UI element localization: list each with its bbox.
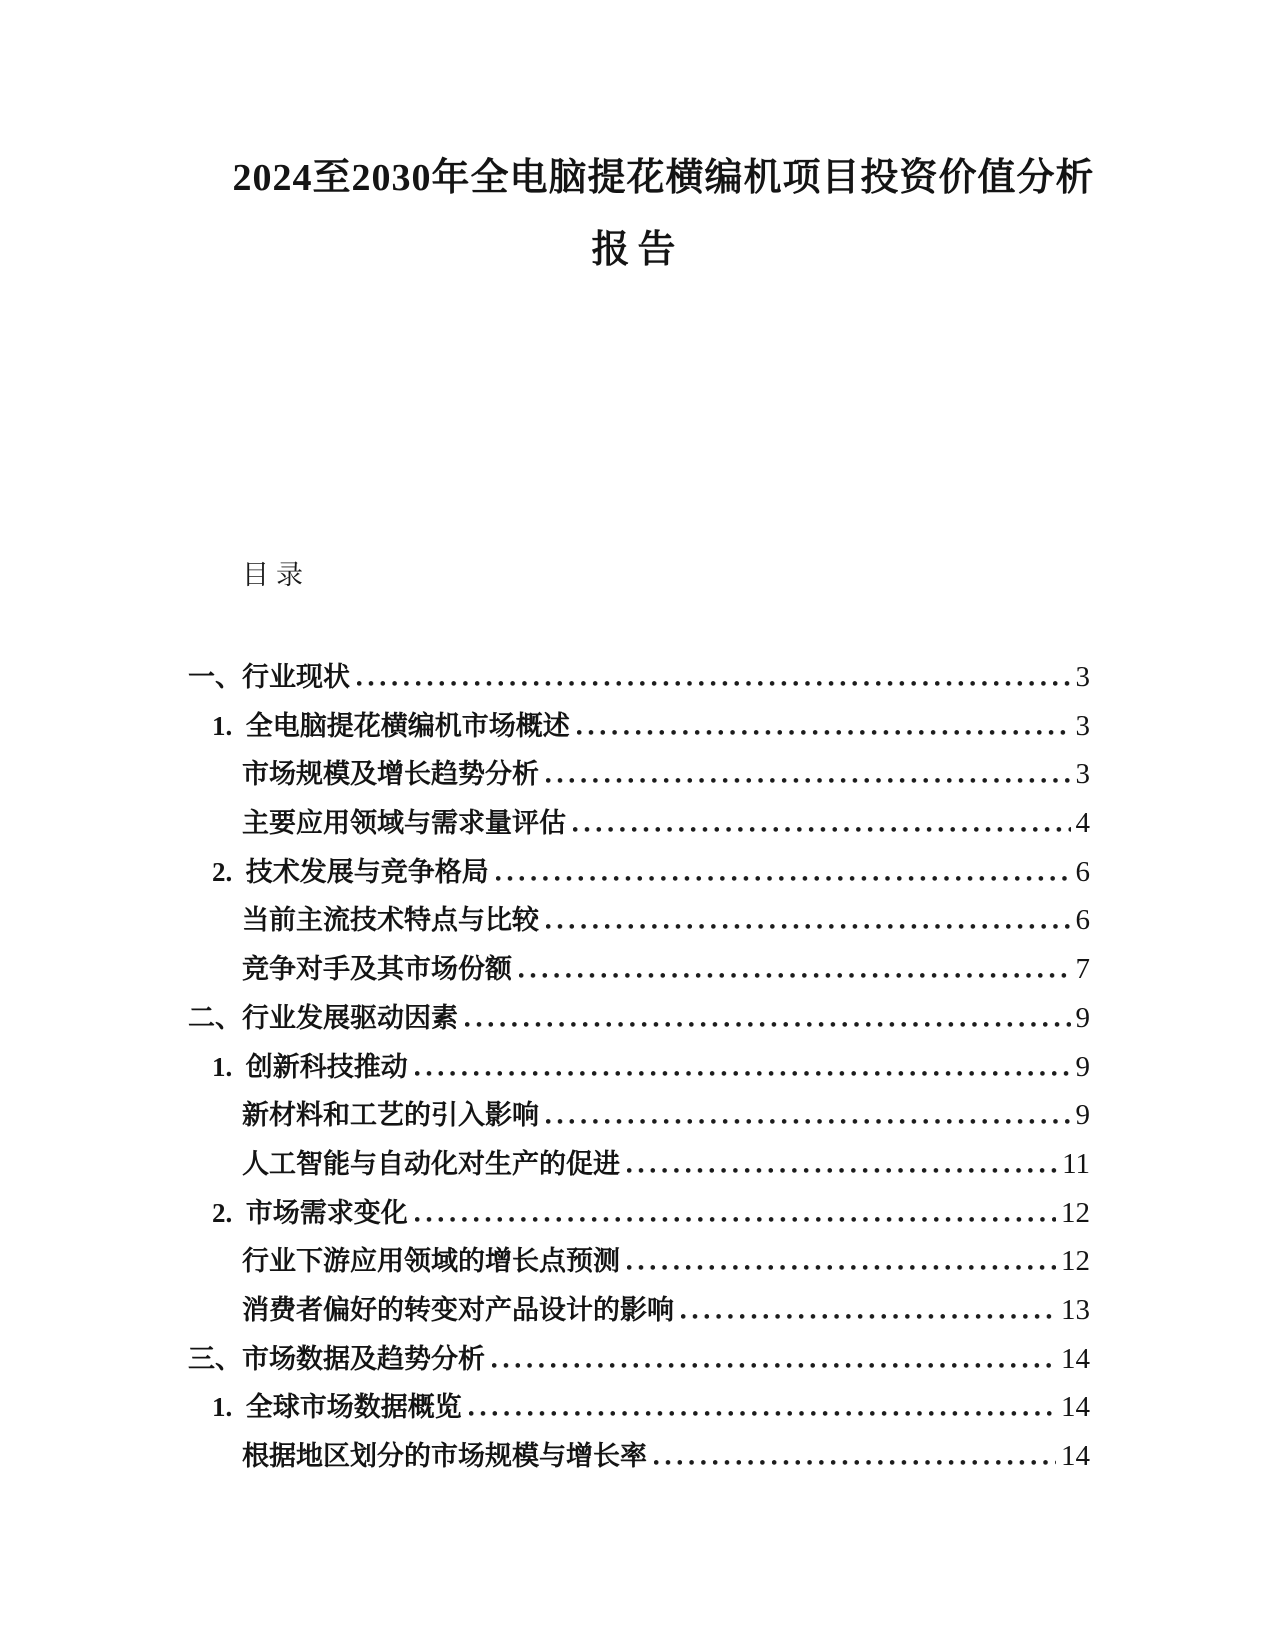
- toc-entry[interactable]: [188, 1288, 1090, 1337]
- document-title-line-1: 2024至2030年全电脑提花横编机项目投资价值分析: [232, 157, 1095, 199]
- toc-entry[interactable]: [188, 704, 1090, 753]
- toc-entry-page-number: 14: [1061, 1440, 1090, 1472]
- toc-entry[interactable]: [188, 1434, 1090, 1483]
- toc-entry-label: 消费者偏好的转变对产品设计的影响: [242, 1294, 674, 1325]
- toc-entry-page-number: 9: [1075, 1050, 1090, 1083]
- toc-entry-page-number: 7: [1075, 953, 1090, 986]
- toc-dot-leader: [654, 1455, 1056, 1465]
- toc-entry[interactable]: [188, 1337, 1090, 1386]
- toc-dot-leader: [415, 1212, 1056, 1222]
- toc-dot-leader: [546, 773, 1071, 783]
- toc-dot-leader: [577, 725, 1071, 735]
- toc-entry-label: 2. 技术发展与竞争格局: [212, 856, 489, 887]
- toc-entry[interactable]: [188, 655, 1090, 704]
- toc-entry-label: 新材料和工艺的引入影响: [242, 1100, 539, 1131]
- toc-entry-label: 1. 全电脑提花横编机市场概述: [212, 710, 570, 741]
- toc-dot-leader: [627, 1260, 1056, 1270]
- toc-entry-label: 1. 创新科技推动: [212, 1051, 408, 1082]
- toc-entry[interactable]: [188, 1045, 1090, 1094]
- toc-entry[interactable]: [188, 1142, 1090, 1191]
- toc-entry-label: 三、市场数据及趋势分析: [188, 1343, 485, 1374]
- toc-header: 目录: [242, 560, 310, 590]
- toc-entry-label: 一、行业现状: [188, 662, 350, 692]
- toc-entry-page-number: 14: [1061, 1342, 1090, 1375]
- toc-entry-page-number: 14: [1061, 1391, 1090, 1424]
- toc-entry[interactable]: [188, 947, 1090, 996]
- toc-entry-page-number: 3: [1075, 709, 1090, 742]
- toc-entry-label: 市场规模及增长趋势分析: [242, 759, 539, 790]
- table-of-contents: [188, 655, 1090, 1483]
- document-title: [90, 142, 1185, 286]
- toc-dot-leader: [627, 1163, 1057, 1173]
- toc-entry[interactable]: [188, 996, 1090, 1045]
- toc-entry-label: 2. 市场需求变化: [212, 1197, 408, 1228]
- toc-entry-label: 行业下游应用领域的增长点预测: [242, 1246, 620, 1277]
- toc-entry[interactable]: [188, 1093, 1090, 1142]
- toc-entry-label: 竞争对手及其市场份额: [242, 954, 512, 985]
- toc-dot-leader: [519, 968, 1071, 978]
- toc-entry-page-number: 9: [1075, 1001, 1090, 1034]
- toc-entry-page-number: 3: [1075, 661, 1090, 693]
- toc-entry[interactable]: [188, 850, 1090, 899]
- toc-dot-leader: [357, 676, 1071, 686]
- toc-dot-leader: [496, 871, 1071, 881]
- toc-dot-leader: [469, 1406, 1056, 1416]
- toc-entry-page-number: 9: [1075, 1099, 1090, 1132]
- toc-dot-leader: [681, 1309, 1056, 1319]
- toc-entry-page-number: 6: [1075, 855, 1090, 888]
- toc-entry[interactable]: [188, 1191, 1090, 1240]
- toc-dot-leader: [465, 1017, 1071, 1027]
- toc-entry[interactable]: [188, 1385, 1090, 1434]
- toc-entry-label: 当前主流技术特点与比较: [242, 905, 539, 936]
- toc-dot-leader: [546, 919, 1071, 929]
- toc-entry[interactable]: [188, 898, 1090, 947]
- toc-entry-page-number: 12: [1061, 1196, 1090, 1229]
- toc-entry-page-number: 3: [1075, 758, 1090, 791]
- toc-entry-page-number: 4: [1075, 807, 1090, 840]
- toc-dot-leader: [492, 1358, 1056, 1368]
- toc-dot-leader: [546, 1114, 1071, 1124]
- toc-entry[interactable]: [188, 801, 1090, 850]
- toc-entry-label: 主要应用领域与需求量评估: [242, 808, 566, 839]
- toc-entry-label: 二、行业发展驱动因素: [188, 1002, 458, 1033]
- toc-entry-label: 根据地区划分的市场规模与增长率: [242, 1441, 647, 1471]
- toc-entry-page-number: 6: [1075, 904, 1090, 937]
- document-title-line-2: 报告: [591, 229, 684, 271]
- toc-entry[interactable]: [188, 1239, 1090, 1288]
- toc-entry[interactable]: [188, 752, 1090, 801]
- toc-entry-label: 1. 全球市场数据概览: [212, 1392, 462, 1423]
- toc-entry-page-number: 11: [1062, 1147, 1090, 1180]
- toc-dot-leader: [415, 1066, 1071, 1076]
- toc-entry-page-number: 13: [1061, 1293, 1090, 1326]
- toc-entry-label: 人工智能与自动化对生产的促进: [242, 1148, 620, 1179]
- toc-entry-page-number: 12: [1061, 1245, 1090, 1278]
- toc-dot-leader: [573, 822, 1071, 832]
